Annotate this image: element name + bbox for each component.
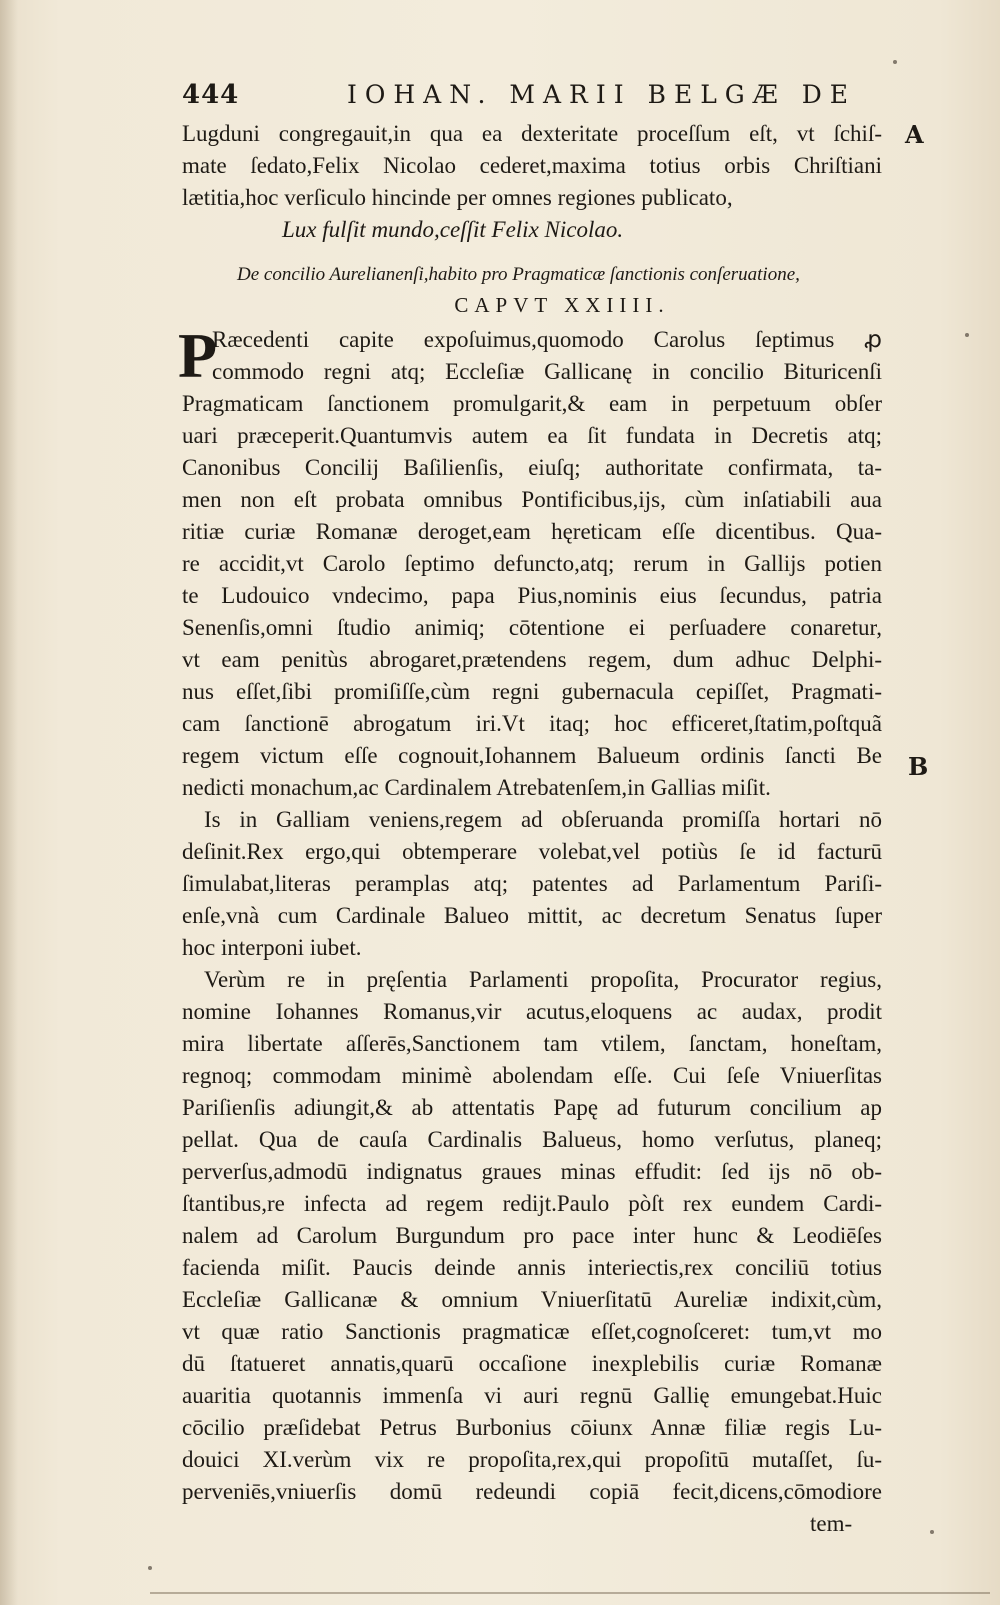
text-line: regnoq; commodam minimè abolendam eſſe. Cui ſeſe Vniuerſitas (182, 1063, 882, 1088)
text-line: Pariſienſis adiungit,& ab attentatis Papę ad futurum concilium ap (182, 1095, 882, 1120)
chapter-opening (178, 320, 882, 804)
running-head: IOHAN. MARII BELGÆ DE (347, 80, 857, 109)
text-line: Canonibus Concilij Baſilienſis, eiuſq; authoritate confirmata, ta- (182, 455, 882, 480)
text-line: perveniēs,vniuerſis domū redeundi copiā fecit,dicens,cōmodiore (182, 1479, 882, 1504)
text-line: pellat. Qua de cauſa Cardinalis Balueus, homo verſutus, planeq; (182, 1127, 882, 1152)
text-line: mate ſedato,Felix Nicolao cederet,maxima totius orbis Chriſtiani (182, 153, 882, 178)
page-number: 444 (182, 80, 240, 110)
text-line: douici XI.verùm vix re propoſita,rex,qui propoſitū mutaſſet, ſu- (182, 1447, 882, 1472)
text-line: ſimulabat,literas peramplas atq; patentes ad Parlamentum Pariſi- (182, 871, 882, 896)
margin-letter-a: A (905, 120, 924, 149)
text-line: vt quæ ratio Sanctionis pragmaticæ eſſet,cognoſceret: tum,vt mo (182, 1319, 882, 1344)
margin-letter-b: B (908, 752, 929, 781)
text-line: dū ſtatueret annatis,quarū occaſione inexplebilis curiæ Romanæ (182, 1351, 882, 1376)
main-text (178, 118, 882, 1540)
text-line: enſe,vnà cum Cardinale Balueo mittit, ac decretum Senatus ſuper (182, 903, 882, 928)
text-line: Senenſis,omni ſtudio animiq; cōtentione ei perſuadere conaretur, (182, 615, 882, 640)
catchword: tem- (810, 1511, 853, 1536)
drop-cap: P (178, 320, 218, 391)
text-line: nedicti monachum,ac Cardinalem Atrebatenſem,in Gallias miſit. (182, 775, 771, 800)
ink-speck (965, 333, 969, 337)
text-line: Pragmaticam ſanctionem promulgarit,& eam in perpetuum obſer (182, 391, 882, 416)
text-line: men non eſt probata omnibus Pontificibus,ijs, cùm inſatiabili aua (182, 487, 882, 512)
text-line: te Ludouico vndecimo, papa Pius,nominis eius ſecundus, patria (182, 583, 882, 608)
text-line: Ræcedenti capite expoſuimus,quomodo Carolus ſeptimus ꝓ (212, 327, 882, 352)
gutter-shadow (0, 0, 18, 1605)
page-header (182, 80, 882, 114)
text-line: nus eſſet,ſibi promiſiſſe,cùm regni gubernacula cepiſſet, Pragmati- (182, 679, 882, 704)
text-line: nalem ad Carolum Burgundum pro pace inter hunc & Leodiēſes (182, 1223, 882, 1248)
chapter-description: De concilio Aurelianenſi,habito pro Pragmaticæ ſanctionis conſeruatione, (237, 264, 800, 285)
text-line: lætitia,hoc verſiculo hincinde per omnes regiones publicato, (182, 185, 733, 210)
ink-speck (893, 60, 897, 64)
verse-line: Lux fulſit mundo,ceſſit Felix Nicolao. (282, 217, 624, 242)
text-line: regem victum eſſe cognouit,Iohannem Balueum ordinis ſancti Be (182, 743, 882, 768)
text-line: Is in Galliam veniens,regem ad obſeruanda promiſſa hortari nō (204, 807, 882, 832)
text-line: Lugduni congregauit,in qua ea dexteritate proceſſum eſt, vt ſchiſ- (182, 121, 882, 146)
text-line: cam ſanctionē abrogatum iri.Vt itaq; hoc efficeret,ſtatim,poſtquã (182, 711, 882, 736)
chapter-title: CAPVT XXIIII. (454, 293, 670, 317)
ink-speck (930, 1530, 934, 1534)
text-line: vt eam penitùs abrogaret,prætendens regem, dum adhuc Delphi- (182, 647, 882, 672)
page-bottom-edge (150, 1592, 990, 1594)
text-line: re accidit,vt Carolo ſeptimo defuncto,atq; rerum in Gallijs potien (182, 551, 882, 576)
text-line: mira libertate aſſerēs,Sanctionem tam vtilem, ſanctam, honeſtam, (182, 1031, 882, 1056)
text-line: ſtantibus,re infecta ad regem redijt.Paulo pòſt rex eundem Cardi- (182, 1191, 882, 1216)
text-line: nomine Iohannes Romanus,vir acutus,eloquens ac audax, prodit (182, 999, 882, 1024)
text-line: ritiæ curiæ Romanæ deroget,eam hęreticam eſſe dicentibus. Qua- (182, 519, 882, 544)
text-line: deſinit.Rex ergo,qui obtemperare volebat,vel potiùs ſe id facturū (182, 839, 882, 864)
text-line: hoc interponi iubet. (182, 935, 362, 960)
text-line: auaritia quotannis immenſa vi auri regnū Gallię emungebat.Huic (182, 1383, 882, 1408)
text-line: facienda miſit. Paucis deinde annis interiectis,rex conciliū totius (182, 1255, 882, 1280)
paragraph-2 (182, 804, 882, 964)
ink-speck (148, 1566, 152, 1570)
text-line: commodo regni atq; Eccleſiæ Gallicanę in concilio Bituricenſi (212, 359, 882, 384)
text-line: uari præceperit.Quantumvis autem ea ſit fundata in Decretis atq; (182, 423, 882, 448)
text-line: Verùm re in pręſentia Parlamenti propoſita, Procurator regius, (204, 967, 882, 992)
paragraph-3 (182, 964, 882, 1508)
text-line: Eccleſiæ Gallicanæ & omnium Vniuerſitatū Aureliæ indixit,cùm, (182, 1287, 882, 1312)
text-line: cōcilio præſidebat Petrus Burbonius cōiunx Annæ filiæ regis Lu- (182, 1415, 882, 1440)
text-line: perverſus,admodū indignatus graues minas effudit: ſed ijs nō ob- (182, 1159, 882, 1184)
